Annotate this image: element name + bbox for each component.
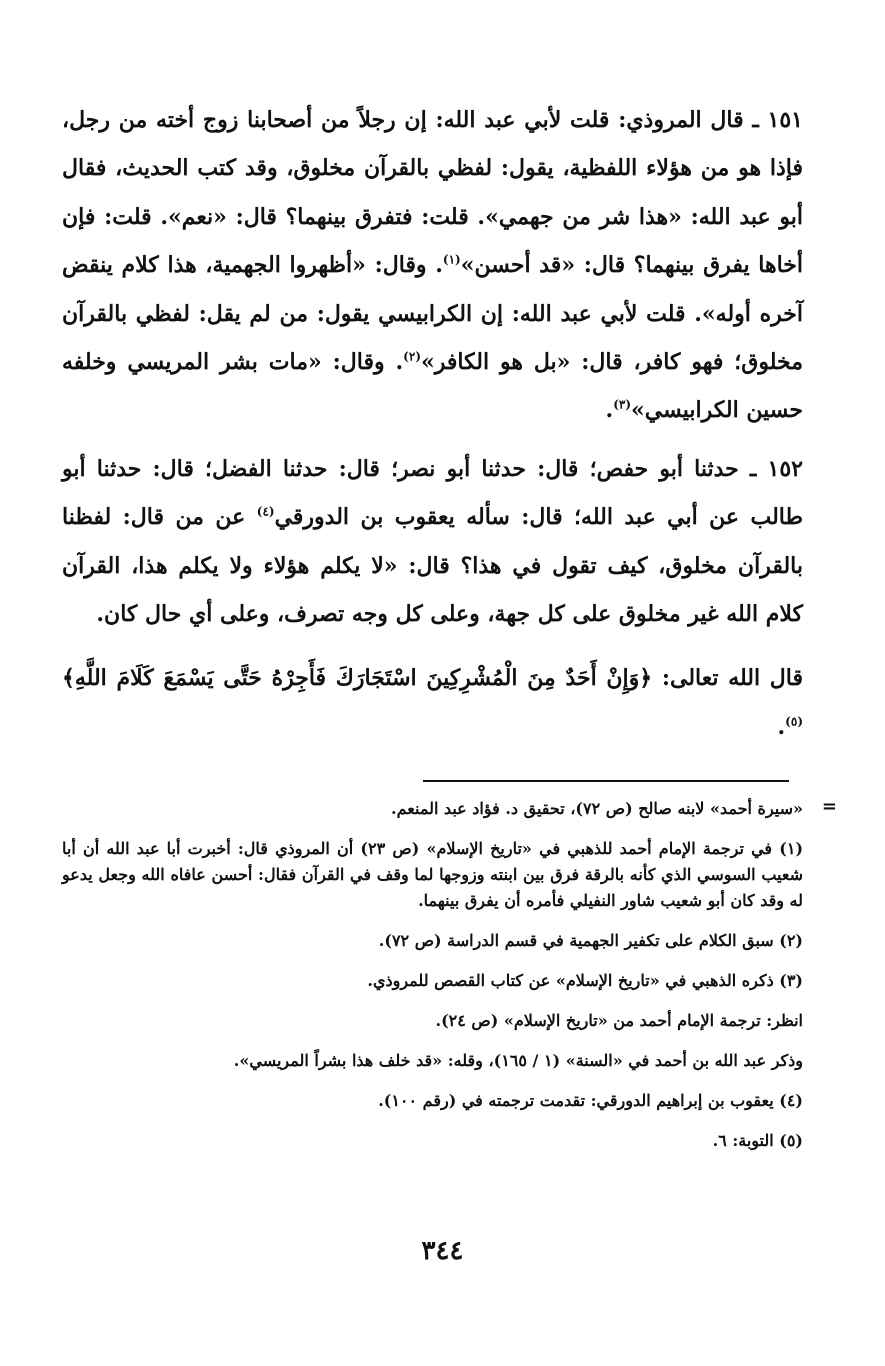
footnote-ref: (١): [442, 252, 461, 267]
page-number: ٣٤٤: [421, 1236, 464, 1266]
footnotes: [62, 796, 803, 1168]
main-text: [62, 96, 803, 751]
footnote-3-ref: انظر: ترجمة الإمام أحمد من «تاريخ الإسلام» (ص ٢٤).: [435, 1011, 803, 1030]
footnote-divider: [423, 780, 789, 782]
footnote-2: (٢) سبق الكلام على تكفير الجهمية في قسم الدراسة (ص ٧٢).: [378, 931, 803, 950]
footnote-3-extra: وذكر عبد الله بن أحمد في «السنة» (١ / ١٦٥)، وقله: «قد خلف هذا بشراً المريسي».: [233, 1051, 803, 1070]
paragraph-text: . وقال: «أظهروا الجهمية، هذا كلام ينقض آخره أوله». قلت لأبي عبد الله: إن الكرابيسي يقول: من لم يقل: لفظي بالقرآن مخلوق؛ فهو كافر، قال: «بل هو الكافر»: [62, 252, 803, 376]
continuation-mark: =: [821, 796, 837, 817]
paragraph-text: قال الله تعالى: ﴿وَإِنْ أَحَدٌ مِنَ الْمُشْرِكِينَ اسْتَجَارَكَ فَأَجِرْهُ حَتَّى يَسْمَعَ كَلَامَ اللَّهِ﴾: [62, 665, 803, 692]
paragraph-text: ١٥١ ـ قال المروذي: قلت لأبي عبد الله: إن رجلاً من أصحابنا زوج أخته من رجل، فإذا هو من هؤلاء اللفظية، يقول: لفظي بالقرآن مخلوق، وقد كتب الحديث، فقال أبو عبد الله: «هذا شر من جهمي». قلت: فتفرق بينهما؟ قال: «نعم». قلت: فإن أخاها يفرق بينهما؟ قال: «قد أحسن»: [62, 107, 804, 279]
footnote-1: (١) في ترجمة الإمام أحمد للذهبي في «تاريخ الإسلام» (ص ٢٣) أن المروذي قال: أخبرت أبا عبد الله أن أبا شعيب السوسي الذي كأنه بالرقة فرق بين ابنته وزوجها لما وقف في القرآن فقال: أحسن عافاه الله وجعل يدعو له وقد كان أبو شعيب شاور النفيلي فأمره أن يفرق بينهما.: [62, 839, 804, 910]
footnote-ref: (٥): [785, 714, 803, 729]
footnote-3: (٣) ذكره الذهبي في «تاريخ الإسلام» عن كتاب القصص للمروذي.: [367, 971, 803, 990]
paragraph-151: [62, 96, 803, 435]
footnote-continuation: «سيرة أحمد» لابنه صالح (ص ٧٢)، تحقيق د. فؤاد عبد المنعم.: [391, 799, 803, 818]
footnote-ref: (٢): [403, 349, 421, 364]
paragraph-text: ١٥٢ ـ حدثنا أبو حفص؛ قال: حدثنا أبو نصر؛ قال: حدثنا الفضل؛ قال: حدثنا أبو طالب عن أبي عبد الله؛ قال: سأله يعقوب بن الدورقي: [62, 455, 803, 531]
footnote-5: (٥) التوبة: ٦.: [712, 1131, 803, 1150]
paragraph-text: .: [777, 713, 786, 740]
paragraph-text: .: [605, 397, 614, 424]
footnote-4: (٤) يعقوب بن إبراهيم الدورقي: تقدمت ترجمته في (رقم ١٠٠).: [378, 1091, 803, 1110]
paragraph-text: . وقال: «مات بشر المريسي وخلفه حسين الكرابيسي»: [62, 349, 803, 424]
paragraph-text: عن من قال: لفظنا بالقرآن مخلوق، كيف تقول في هذا؟ قال: «لا يكلم هؤلاء ولا يكلم هذا، القرآن كلام الله غير مخلوق على كل جهة، وعلى كل وجه تصرف، وعلى أي حال كان.: [62, 504, 803, 628]
footnote-ref: (٣): [613, 398, 632, 413]
paragraph-152: [62, 445, 803, 639]
footnote-ref: (٤): [256, 504, 275, 519]
quran-verse-paragraph: [62, 654, 803, 751]
